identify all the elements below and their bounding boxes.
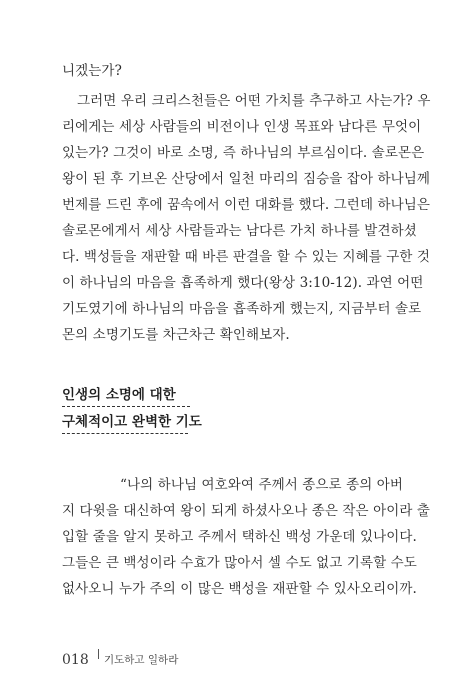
body-text-line: 왕이 된 후 기브온 산당에서 일천 마리의 짐승을 잡아 하나님께 xyxy=(62,171,431,187)
quote-text-line: 입할 줄을 알지 못하고 주께서 택하신 백성 가운데 있나이다. xyxy=(62,529,417,545)
quote-text-line: 그들은 큰 백성이라 수효가 많아서 셀 수도 없고 기록할 수도 xyxy=(62,555,417,571)
body-text-line: 있는가? 그것이 바로 소명, 즉 하나님의 부르심이다. 솔로몬은 xyxy=(62,145,425,161)
page-number: 018 xyxy=(62,652,89,668)
body-text-line: 이 하나님의 마음을 흡족하게 했다(왕상 3:10-12). 과연 어떤 xyxy=(62,275,424,291)
quote-text-line: “나의 하나님 여호와여 주께서 종으로 종의 아버 xyxy=(120,477,404,493)
body-text-line: 리에게는 세상 사람들의 비전이나 인생 목표와 남다른 무엇이 xyxy=(62,119,422,135)
body-text-line: 솔로몬에게서 세상 사람들과는 남다른 가치 하나를 발견하셨 xyxy=(62,223,417,239)
quote-text-line: 지 다윗을 대신하여 왕이 되게 하셨사오나 종은 작은 아이라 출 xyxy=(62,503,431,519)
footer-separator xyxy=(98,649,99,659)
body-text-line: 몬의 소명기도를 차근차근 확인해보자. xyxy=(62,327,290,343)
body-text-line: 기도였기에 하나님의 마음을 흡족하게 했는지, 지금부터 솔로 xyxy=(62,301,422,317)
quote-text-line: 없사오니 누가 주의 이 많은 백성을 재판할 수 있사오리이까. xyxy=(62,581,417,597)
section-heading-line2: 구체적이고 완벽한 기도 xyxy=(62,414,202,430)
section-heading-line1: 인생의 소명에 대한 xyxy=(62,387,176,403)
body-text-line: 그러면 우리 크리스천들은 어떤 가치를 추구하고 사는가? 우 xyxy=(77,93,431,109)
running-title: 기도하고 일하라 xyxy=(104,654,179,666)
heading-dashed-underline xyxy=(62,433,188,434)
body-text-line: 번제를 드린 후에 꿈속에서 이런 대화를 했다. 그런데 하나님은 xyxy=(62,197,431,213)
body-text-line: 다. 백성들을 재판할 때 바른 판결을 할 수 있는 지혜를 구한 것 xyxy=(62,249,431,265)
heading-dashed-underline xyxy=(62,406,190,407)
body-text-line: 니겠는가? xyxy=(62,63,122,79)
